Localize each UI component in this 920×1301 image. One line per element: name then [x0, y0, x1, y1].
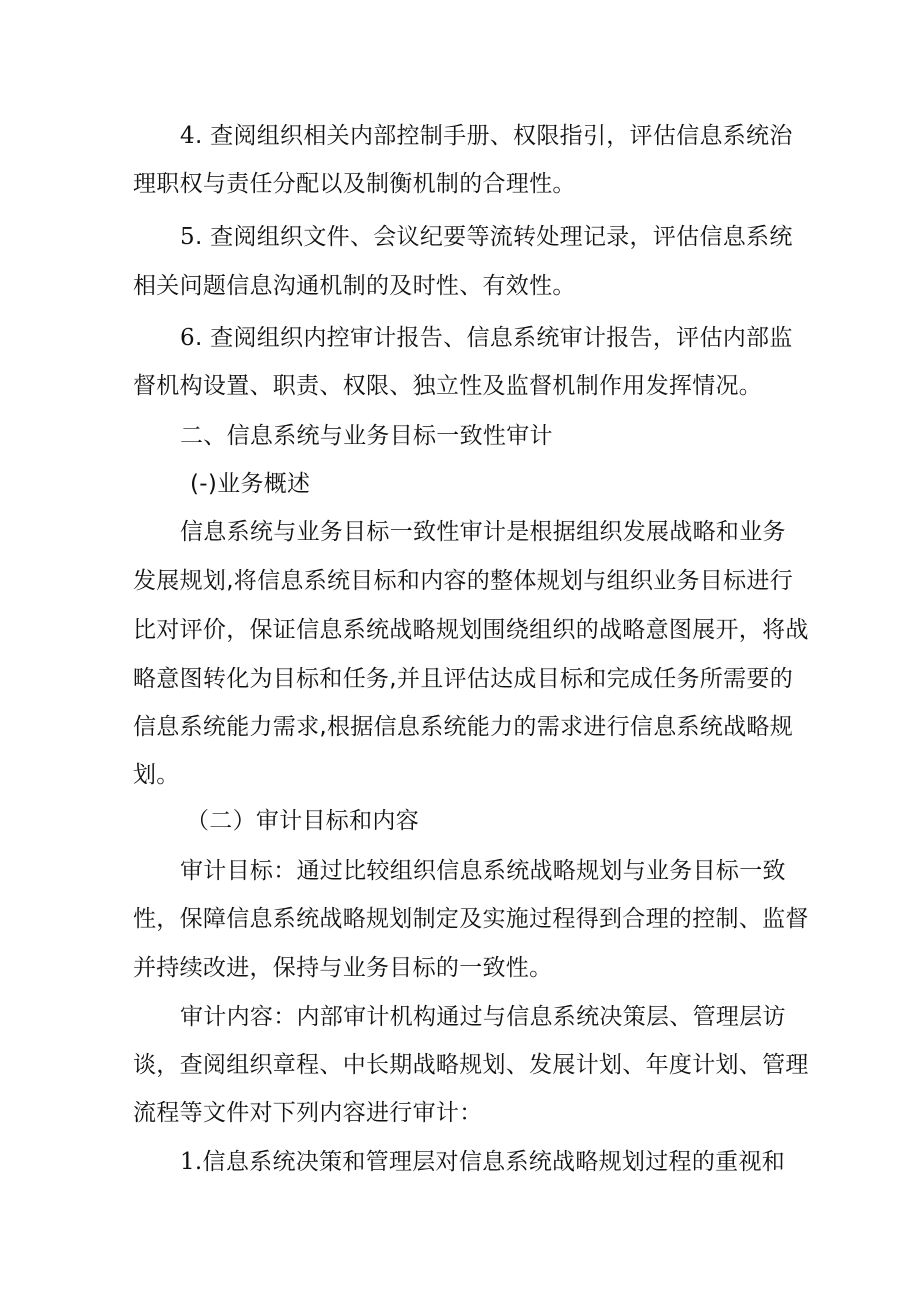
content-line-3: 流程等文件对下列内容进行审计： — [133, 1100, 483, 1126]
item-6-line-2 — [133, 371, 795, 401]
sub-two-heading: （二）审计目标和内容 — [186, 808, 419, 834]
item-6-text-2: 督机构设置、职责、权限、独立性及监督机制作用发挥情况。 — [133, 373, 763, 399]
content-line-1: 审计内容：内部审计机构通过与信息系统决策层、管理层访 — [180, 1004, 786, 1030]
item-5-line-1 — [180, 222, 795, 252]
overview-line-6: 划。 — [133, 762, 180, 788]
overview-line-3: 比对评价，保证信息系统战略规划围绕组织的战略意图展开，将战 — [133, 617, 809, 643]
objective-line-3: 并持续改进，保持与业务目标的一致性。 — [133, 955, 553, 981]
item-1-line-1 — [180, 1147, 795, 1177]
content-line-2: 谈，查阅组织章程、中长期战略规划、发展计划、年度计划、管理 — [133, 1052, 809, 1078]
overview-line-5: 信息系统能力需求,根据信息系统能力的需求进行信息系统战略规 — [133, 714, 794, 740]
section-two-heading: 二、信息系统与业务目标一致性审计 — [180, 423, 553, 449]
item-6-text-1: . 查阅组织内控审计报告、信息系统审计报告，评估内部监 — [194, 325, 793, 351]
objective-line-2: 性，保障信息系统战略规划制定及实施过程得到合理的控制、监督 — [133, 906, 809, 932]
sub-one-heading: (-)业务概述 — [190, 471, 311, 497]
item-4-number: 4 — [180, 123, 195, 149]
item-1-number: 1. — [180, 1149, 203, 1175]
objective-line-1: 审计目标：通过比较组织信息系统战略规划与业务目标一致 — [180, 858, 786, 884]
item-5-text-1: . 查阅组织文件、会议纪要等流转处理记录，评估信息系统 — [194, 224, 793, 250]
item-4-line-2 — [133, 169, 795, 199]
item-5-text-2: 相关问题信息沟通机制的及时性、有效性。 — [133, 273, 576, 299]
item-5-line-2 — [133, 271, 795, 301]
overview-line-2: 发展规划,将信息系统目标和内容的整体规划与组织业务目标进行 — [133, 568, 794, 594]
item-4-text-2: 理职权与责任分配以及制衡机制的合理性。 — [133, 171, 576, 197]
item-4-line-1 — [180, 121, 795, 151]
overview-line-1: 信息系统与业务目标一致性审计是根据组织发展战略和业务 — [180, 519, 786, 545]
overview-line-4: 略意图转化为目标和任务,并且评估达成目标和完成任务所需要的 — [133, 666, 794, 692]
item-1-text: 信息系统决策和管理层对信息系统战略规划过程的重视和 — [202, 1149, 786, 1175]
item-6-number: 6 — [180, 325, 195, 351]
item-4-text-1: . 查阅组织相关内部控制手册、权限指引，评估信息系统治 — [194, 123, 793, 149]
item-5-number: 5 — [180, 224, 195, 250]
item-6-line-1 — [180, 323, 795, 353]
